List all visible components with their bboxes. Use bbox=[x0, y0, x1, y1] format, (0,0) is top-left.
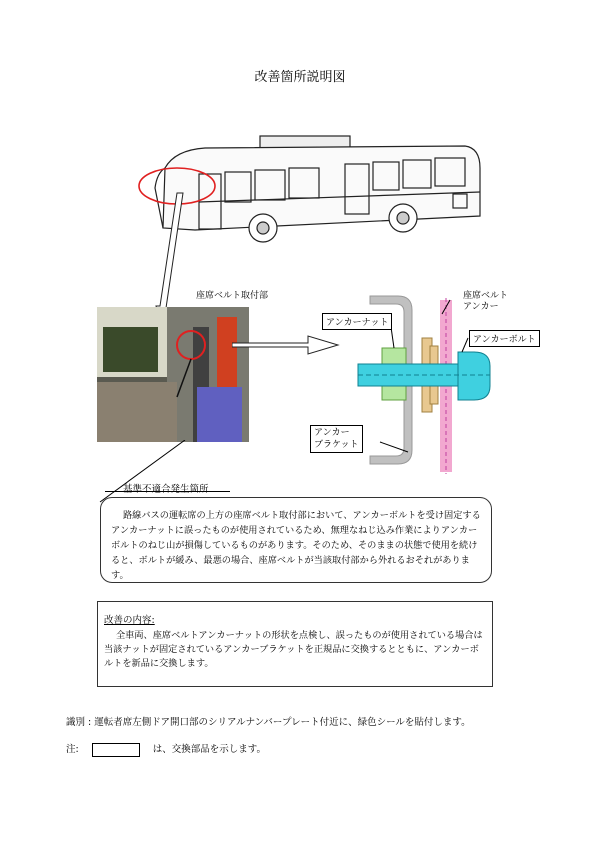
right-arrow bbox=[232, 334, 342, 356]
improvement-box bbox=[97, 601, 493, 687]
replacement-part-legend-box bbox=[92, 743, 140, 757]
anchor-bolt-head bbox=[458, 352, 490, 400]
identification-text: 識別 : 運転者席左側ドア開口部のシリアルナンバープレート付近に、緑色シールを貼付します。 bbox=[66, 717, 471, 728]
note-prefix: 注: bbox=[66, 744, 79, 755]
note-line bbox=[66, 741, 266, 757]
improvement-text: 全車両、座席ベルトアンカーナットの形状を点検し、誤ったものが使用されている場合は当該ナットが固定されているアンカーブラケットを正規品に交換するとともに、アンカーボルトを新品に交換します。 bbox=[104, 630, 483, 669]
callout-line bbox=[95, 440, 215, 505]
anchor-nut-label: アンカーナット bbox=[322, 313, 392, 330]
callout-underline bbox=[105, 491, 230, 492]
nonconformity-location-label: 基準不適合発生箇所 bbox=[123, 484, 209, 495]
anchor-bolt-label: アンカーボルト bbox=[469, 330, 540, 347]
note-suffix: は、交換部品を示します。 bbox=[152, 744, 267, 755]
anchor-bracket-label: アンカー ブラケット bbox=[310, 425, 363, 453]
improvement-heading: 改善の内容: bbox=[104, 615, 155, 626]
page-title: 改善箇所説明図 bbox=[254, 70, 346, 85]
seatbelt-anchor-label: 座席ベルト アンカー bbox=[463, 291, 509, 312]
seatbelt-mount-photo bbox=[97, 307, 249, 442]
defect-description-box bbox=[100, 497, 492, 583]
seatbelt-mount-label: 座席ベルト取付部 bbox=[196, 291, 269, 301]
defect-description-text: 路線バスの運転席の上方の座席ベルト取付部において、アンカーボルトを受け固定するアンカーナットに誤ったものが使用されているため、無理なねじ込み作業によりアンカーボルトのねじ山が損傷しているものがあります。そのため、そのままの状態で使用を続けると、ボルトが緩み、最悪の場合、座席ベルトが当該取付部から外れるおそれがあります。 bbox=[111, 510, 481, 581]
